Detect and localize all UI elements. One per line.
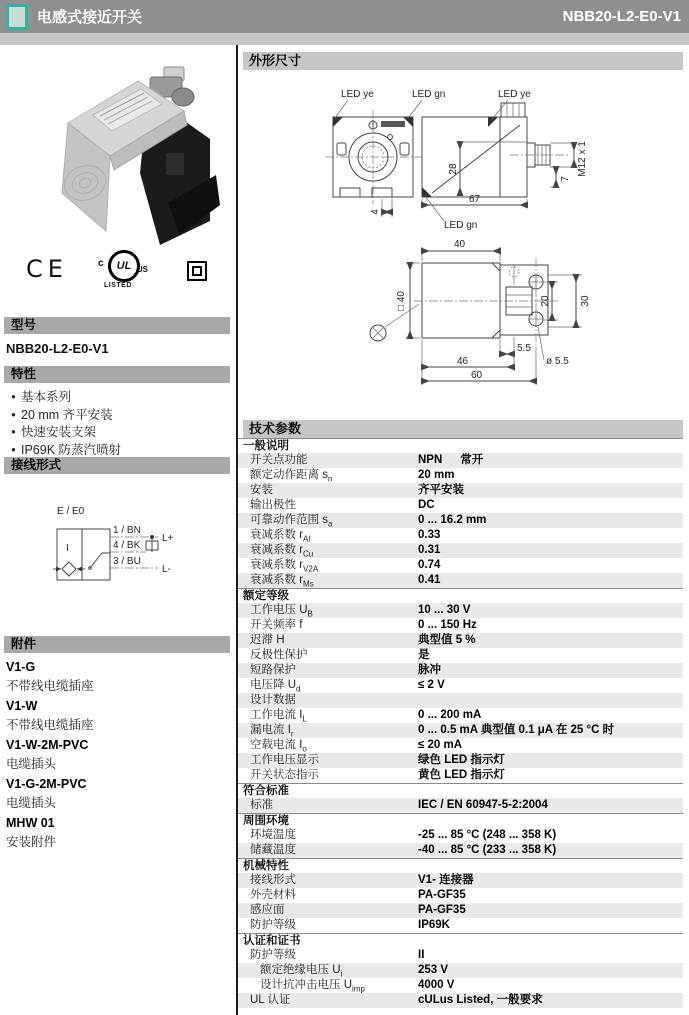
dim-label-thread: M12 x 1 [577,141,588,177]
tech-row-value: 0.33 [418,529,441,541]
tech-row-value: 0.41 [418,574,441,586]
dim-label-4: 4 [370,209,381,215]
tech-row [238,948,683,963]
dim-label-55: 5.5 [517,343,531,354]
tech-row-value: 0 ... 16.2 mm [418,514,487,526]
tech-row-label: 设计抗冲击电压 $U_{imp}$ [260,979,365,994]
feature-item [6,407,230,425]
bullet-icon: • [11,442,16,457]
tech-row [238,738,683,753]
dim-label-7: 7 [560,176,571,182]
section-header-model: 型号 [4,317,230,334]
tech-row [238,918,683,933]
section-header-accessories: 附件 [4,636,230,653]
dim-label-60: 60 [471,370,483,381]
tech-row-value: DC [418,499,435,511]
tech-row [238,648,683,663]
tech-section-title: 机械特性 [238,858,683,873]
dim-label-28: 28 [448,163,459,175]
feature-item-text: 基本系列 [21,390,72,404]
feature-item [6,389,230,407]
left-column [0,45,236,1015]
tech-row-label-subscript: B [307,609,313,619]
product-photo-illustration [48,53,223,253]
tech-row-label-subscript: imp [352,984,365,994]
tech-row-label: 空载电流 $I_o$ [250,739,307,754]
tech-row-value: PA-GF35 [418,889,466,901]
tech-row-value: IP69K [418,919,450,931]
switch-contact-symbol [89,553,110,569]
bullet-icon: • [11,390,16,404]
tech-row-label: 输出极性 [250,499,296,511]
tech-row-label: 外壳材料 [250,889,296,901]
tech-row [238,708,683,723]
protection-class-ii-inner-square [192,266,202,276]
tech-row [238,963,683,978]
tech-row [238,873,683,888]
tech-row [238,768,683,783]
tech-row-label: 衰减系数 $r_{Al}$ [250,529,311,544]
tech-row [238,693,683,708]
accessory-model: V1-W [6,699,38,713]
tech-row-label: 开关状态指示 [250,769,319,781]
accessories-list [6,657,230,852]
dim-label-dia55: ø 5.5 [546,356,569,367]
ul-mark-listed: LISTED [104,282,132,289]
tech-row-label: 衰减系数 $r_{Cu}$ [250,544,314,559]
tech-row [238,828,683,843]
tech-row [238,843,683,858]
tech-row [238,678,683,693]
model-number: NBB20-L2-E0-V1 [6,341,109,356]
tech-row-label: 储藏温度 [250,844,296,856]
tech-row-value: 0.74 [418,559,441,571]
tech-row-label-subscript: d [296,684,301,694]
led-callouts [335,89,531,231]
pin-label-bn: 1 / BN [113,525,141,536]
inductive-sensor-symbol [53,562,85,576]
tech-row-value: 0 ... 200 mA [418,709,482,721]
tech-row [238,663,683,678]
tech-row-label-subscript: Al [303,534,311,544]
tech-row-label: 防护等级 [250,919,296,931]
tech-row-label: 短路保护 [250,664,296,676]
right-column [238,45,689,1015]
tech-row-label: 开关频率 f [250,619,303,631]
tech-row [238,903,683,918]
terminal-label-lminus: L- [162,564,171,575]
brand-icon [6,4,28,30]
tech-row [238,978,683,993]
tech-row-label: 接线形式 [250,874,296,886]
tech-row [238,453,683,468]
tech-row-value: 10 ... 30 V [418,604,471,616]
tech-row-value: 0 ... 150 Hz [418,619,477,631]
tech-row-label-subscript: i [340,969,343,979]
tech-row-label-subscript: o [302,744,307,754]
tech-row-value: 绿色 LED 指示灯 [418,754,505,766]
accessory-model: MHW 01 [6,816,55,830]
feature-item-text: IP69K 防蒸汽喷射 [21,442,122,457]
terminal-label-lplus: L+ [162,533,174,544]
tech-row-label: 额定动作距离 $s_n$ [250,469,333,484]
tech-row-label: 电压降 $U_d$ [250,679,301,694]
accessory-model: V1-G [6,660,36,674]
tech-row [238,993,683,1008]
accessory-description: 不带线电缆插座 [6,718,94,732]
accessory-description: 不带线电缆插座 [6,679,94,693]
tech-row-value: 典型值 5 % [418,634,476,646]
dim-label-sq40: □ 40 [396,291,407,311]
wiring-diagram [0,500,230,590]
ce-mark: CE [26,255,68,283]
tech-row [238,618,683,633]
accessory-model: V1-W-2M-PVC [6,738,89,752]
tech-row-label: 标准 [250,799,273,811]
tech-row [238,513,683,528]
tech-row [238,558,683,573]
tech-row-value: 脉冲 [418,664,441,676]
tech-row-label-subscript: Ms [303,579,314,589]
bottom-view [370,239,591,385]
tech-row-value: cULus Listed, 一般要求 [418,994,543,1006]
page-title: 电感式接近开关 [37,9,143,26]
tech-row-value: NPN 常开 [418,454,484,466]
accessory-model: V1-G-2M-PVC [6,777,87,791]
pin-label-bu: 3 / BU [113,556,141,567]
tech-section-title: 认证和证书 [238,933,683,948]
tech-row-label-subscript: Cu [303,549,314,559]
tech-row-value: 253 V [418,964,449,976]
protection-class-ii-icon [187,261,207,281]
tech-row-label: 额定绝缘电压 $U_i$ [260,964,343,979]
tech-row-value: 4000 V [418,979,455,991]
tech-row-label: 工作电流 $I_L$ [250,709,307,724]
tech-row-value: 20 mm [418,469,455,481]
tech-row-value-secondary: 常开 [460,454,484,466]
tech-row-value: 齐平安装 [418,484,464,496]
tech-row-value: 是 [418,649,430,661]
accessory-description: 电缆插头 [6,757,57,771]
ul-mark-c: c [98,258,104,269]
tech-section-title: 周围环境 [238,813,683,828]
tech-section-title: 额定等级 [238,588,683,603]
tech-row [238,603,683,618]
tech-row [238,543,683,558]
side-view [422,103,588,208]
dim-label-67: 67 [469,194,481,205]
tech-row-label: 反极性保护 [250,649,308,661]
tech-row-label: 工作电压 $U_B$ [250,604,313,619]
tech-row [238,633,683,648]
tech-row [238,723,683,738]
tech-row [238,468,683,483]
tech-row [238,483,683,498]
header-model-number: NBB20-L2-E0-V1 [562,8,681,25]
tech-row-value: II [418,949,425,961]
tech-row-value: -25 ... 85 °C (248 ... 358 K) [418,829,557,841]
led-ye-label-side: LED ye [498,89,531,100]
wiring-diagram-type-label: E / E0 [57,506,85,517]
led-gn-label-side: LED gn [444,220,478,231]
tech-row-label: 迟滞 H [250,634,285,646]
tech-row-label-subscript: V2A [303,564,319,574]
tech-row [238,798,683,813]
tech-row [238,528,683,543]
led-ye-label-front: LED ye [341,89,374,100]
tech-row-label: 环境温度 [250,829,296,841]
ul-mark-us: US [136,265,148,274]
tech-row-value: ≤ 20 mA [418,739,463,751]
tech-row [238,498,683,513]
tech-row-value: ≤ 2 V [418,679,445,691]
tech-row-label: 感应面 [250,904,285,916]
ul-listed-mark [98,250,148,292]
section-header-connection: 接线形式 [4,457,230,474]
feature-item-text: 快速安装支架 [21,425,97,439]
tech-section-title: 一般说明 [238,438,683,453]
pin-label-bk: 4 / BK [113,540,141,551]
position-symbol [370,304,419,341]
dim-label-40: 40 [454,239,466,250]
tech-table [238,438,689,1008]
tech-row-value: V1- 连接器 [418,874,474,886]
tech-row-label: 衰减系数 $r_{Ms}$ [250,574,314,589]
tech-row [238,753,683,768]
tech-row-label-subscript: n [327,474,333,484]
tech-row-label: 工作电压显示 [250,754,319,766]
m12-connector [510,143,568,167]
dim-label-46: 46 [457,356,469,367]
dimension-drawing [238,75,689,415]
tech-row-value: PA-GF35 [418,904,466,916]
title-bar [0,0,689,33]
led-gn-label-front: LED gn [412,89,446,100]
feature-item-text: 20 mm 齐平安装 [21,407,113,422]
tech-row [238,888,683,903]
inductive-symbol-label: I [66,543,69,554]
dim-label-20: 20 [540,295,551,307]
tech-row-label: 漏电流 $I_r$ [250,724,294,739]
dim-label-30: 30 [580,295,591,307]
section-header-dimensions: 外形尺寸 [243,52,683,70]
tech-row-value: IEC / EN 60947-5-2:2004 [418,799,548,811]
tech-row-label: 开关点功能 [250,454,308,466]
tech-row-label: 防护等级 [250,949,296,961]
ul-mark-circle: UL [108,250,140,282]
tech-row-label: 设计数据 [250,694,296,706]
feature-item [6,424,230,442]
tech-row-label: 可靠动作范围 $s_a$ [250,514,333,529]
tech-row-label: UL 认证 [250,994,291,1006]
front-view [325,110,421,217]
tech-row-label-subscript: a [327,519,333,529]
accessory-description: 电缆插头 [6,796,57,810]
tech-row-label: 安装 [250,484,273,496]
tech-row-label-subscript: r [290,729,294,739]
bullet-icon: • [11,425,16,439]
tech-row-value: 0.31 [418,544,441,556]
section-header-features: 特性 [4,366,230,383]
tech-row-label-subscript: L [302,714,307,724]
section-header-tech-data: 技术参数 [243,420,683,438]
tech-row-label: 衰减系数 $r_{V2A}$ [250,559,319,574]
features-list [6,389,230,459]
tech-row-value: -40 ... 85 °C (233 ... 358 K) [418,844,557,856]
bullet-icon: • [11,407,16,422]
tech-section-title: 符合标准 [238,783,683,798]
tech-row-value: 黄色 LED 指示灯 [418,769,505,781]
tech-row [238,573,683,588]
tech-row-value: 0 ... 0.5 mA 典型值 0.1 μA 在 25 °C 时 [418,724,615,736]
accessory-description: 安装附件 [6,835,57,849]
